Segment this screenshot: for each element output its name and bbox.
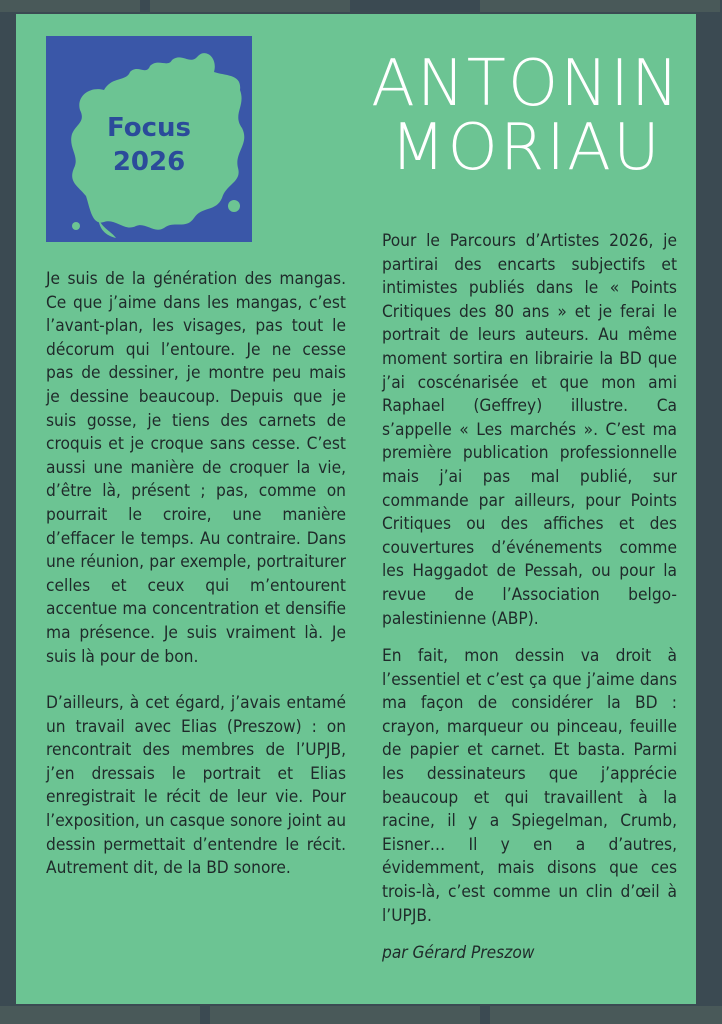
title-line-1: ANTONIN bbox=[371, 47, 681, 121]
left-paragraph-1: Je suis de la génération des mangas. Ce que j’aime dans les mangas, c’est l’avant-plan, les visages, pas tout le décorum qui l’entoure. Je ne cesse pas de dessiner, je montre peu mais je dessine beaucoup. Depuis que je suis gosse, je tiens des carnets de croquis et je croque sans cesse. C’est aussi une manière de croquer la vie, d’être là, présent ; pas, comme on pourrait le croire, une manière d’effacer le temps. Au contraire. Dans une réunion, par exemple, portraiturer celles et ceux qui m’entourent accentue ma concentration et densifie ma présence. Je suis vraiment là. Je suis là pour de bon. bbox=[46, 269, 346, 667]
author-signature: par Gérard Preszow bbox=[382, 943, 535, 964]
title-line-2: MORIAU bbox=[390, 111, 662, 185]
background-tile bbox=[480, 0, 720, 12]
page-title bbox=[340, 47, 712, 185]
right-paragraph-2: En fait, mon dessin va droit à l’essentiel et c’est ça que j’aime dans ma façon de considérer la BD : crayon, marqueur ou pinceau, feuille de papier et carnet. Et basta. Parmi les dessinateurs que j’apprécie beaucoup et qui travaillent à la racine, il y a Spiegelman, Crumb, Eisner… Il y en a d’autres, évidemment, mais disons que ces trois-là, c’est comme un clin d’œil à l’UPJB. bbox=[382, 646, 677, 926]
background-tile bbox=[210, 1006, 480, 1024]
background-tile bbox=[0, 0, 140, 12]
background-tile bbox=[0, 1006, 200, 1024]
right-paragraph-1: Pour le Parcours d’Artistes 2026, je partirai des encarts subjectifs et intimistes publiés dans le « Points Critiques des 80 ans » et je ferai le portrait de leurs auteurs. Au même moment sortira en librairie la BD que j’ai coscénarisée et que mon ami Raphael (Geffrey) illustre. Ca s’appelle « Les marchés ». C’est ma première publication professionnelle mais j’ai pas mal publié, sur commande par ailleurs, pour Points Critiques ou des affiches et des couvertures d’événements comme les Haggadot de Pessah, ou pour la revue de l’Association belgo-palestinienne (ABP). bbox=[382, 231, 677, 629]
logo-line-1: Focus bbox=[107, 113, 191, 143]
logo-line-2: 2026 bbox=[112, 147, 186, 177]
right-column bbox=[382, 230, 677, 966]
background-tile bbox=[150, 0, 350, 12]
left-column bbox=[46, 268, 346, 881]
focus-2026-logo bbox=[46, 36, 252, 242]
background-tile bbox=[490, 1006, 722, 1024]
left-paragraph-2: D’ailleurs, à cet égard, j’avais entamé un travail avec Elias (Preszow) : on rencontrait des membres de l’UPJB, j’en dressais le portrait et Elias enregistrait le récit de leur vie. Pour l’exposition, un casque sonore joint au dessin permettait d’entendre le récit. Autrement dit, de la BD sonore. bbox=[46, 693, 346, 879]
